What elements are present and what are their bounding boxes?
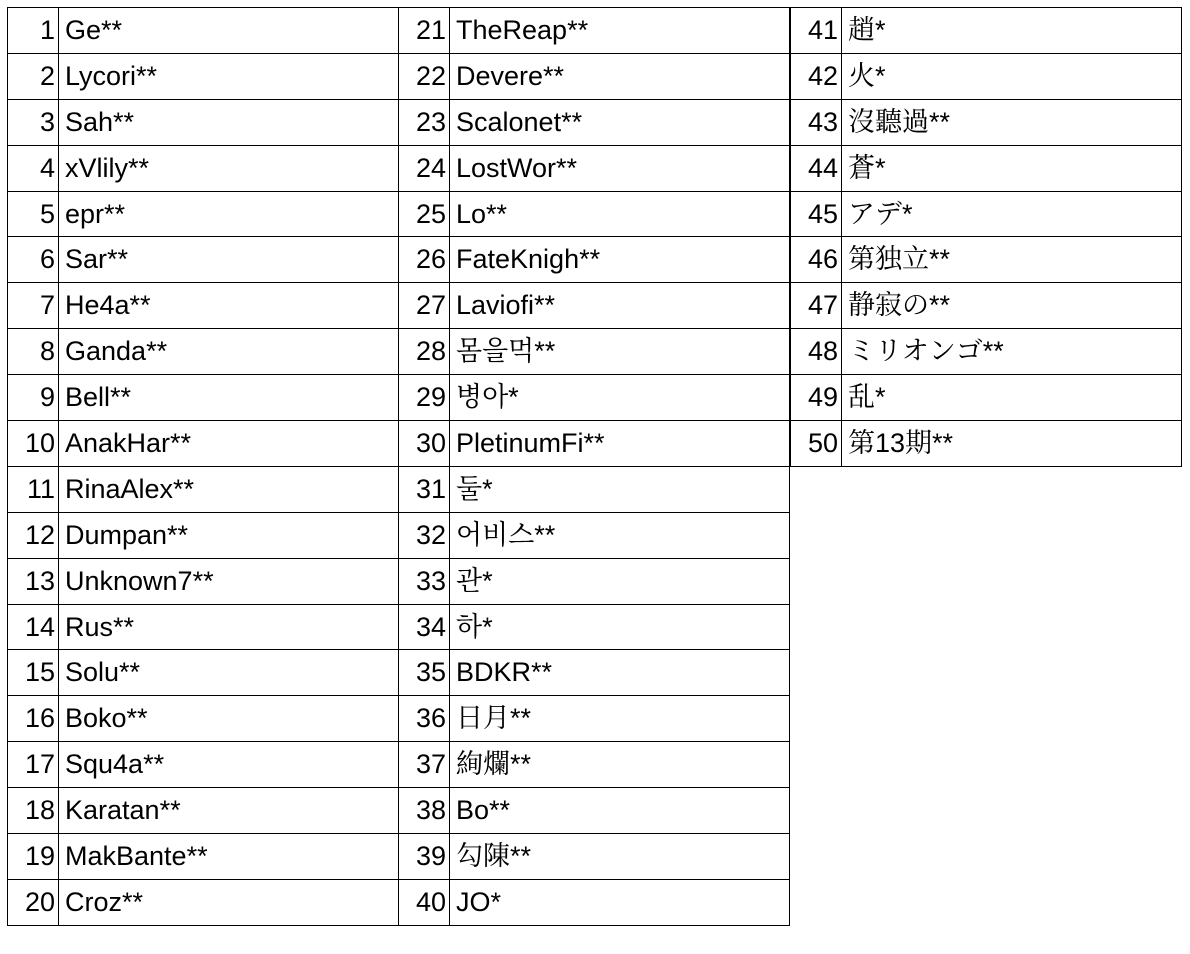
rank-cell: 41 [791,8,842,54]
player-name-cell: 乱* [842,375,1182,421]
rank-cell: 8 [8,329,59,375]
table-row [791,53,1182,99]
table-row [8,604,399,650]
table-row [8,834,399,880]
rank-cell: 2 [8,53,59,99]
player-name-cell: 하* [450,604,790,650]
player-name-cell: Bell** [59,375,399,421]
player-name-cell: Ge** [59,8,399,54]
rank-cell: 23 [399,99,450,145]
player-name-cell: AnakHar** [59,421,399,467]
table-row [791,191,1182,237]
table-row [8,99,399,145]
player-name-cell: Lo** [450,191,790,237]
rank-cell: 12 [8,512,59,558]
table-row [399,558,790,604]
rank-cell: 31 [399,466,450,512]
table-row [8,145,399,191]
table-row [8,329,399,375]
rank-cell: 42 [791,53,842,99]
player-name-cell: 第独立** [842,237,1182,283]
table-row [8,512,399,558]
rank-cell: 15 [8,650,59,696]
player-name-cell: BDKR** [450,650,790,696]
table-row [399,512,790,558]
rank-cell: 47 [791,283,842,329]
table-row [399,421,790,467]
table-row [791,237,1182,283]
table-row [399,191,790,237]
player-name-cell: 勾陳** [450,834,790,880]
rank-cell: 27 [399,283,450,329]
table-row [399,8,790,54]
rank-cell: 17 [8,742,59,788]
player-name-cell: 絢爛** [450,742,790,788]
table-row [791,283,1182,329]
player-name-cell: ミリオンゴ** [842,329,1182,375]
rank-cell: 36 [399,696,450,742]
table-row [399,650,790,696]
table-row [399,788,790,834]
table-row [8,191,399,237]
table-row [399,283,790,329]
player-name-cell: 静寂の** [842,283,1182,329]
table-row [791,375,1182,421]
player-name-cell: アデ* [842,191,1182,237]
player-name-cell: RinaAlex** [59,466,399,512]
table-row [8,421,399,467]
table-row [791,421,1182,467]
table-row [791,329,1182,375]
rank-cell: 40 [399,879,450,925]
table-row [8,879,399,925]
table-row [399,53,790,99]
table-row [8,466,399,512]
player-name-cell: Croz** [59,879,399,925]
table-row [399,879,790,925]
rank-cell: 6 [8,237,59,283]
rank-cell: 3 [8,99,59,145]
table-row [399,329,790,375]
rank-cell: 33 [399,558,450,604]
rank-cell: 14 [8,604,59,650]
table-row [8,375,399,421]
player-name-cell: 병아* [450,375,790,421]
player-name-cell: Karatan** [59,788,399,834]
table-row [399,237,790,283]
rank-cell: 19 [8,834,59,880]
player-name-cell: 沒聽過** [842,99,1182,145]
table-row [8,788,399,834]
player-name-cell: Devere** [450,53,790,99]
player-name-cell: MakBante** [59,834,399,880]
player-name-cell: 관* [450,558,790,604]
player-name-cell: 몸을먹** [450,329,790,375]
rank-cell: 16 [8,696,59,742]
player-name-cell: Bo** [450,788,790,834]
player-name-cell: 둘* [450,466,790,512]
ranking-column-3 [790,7,1182,467]
rank-cell: 38 [399,788,450,834]
rank-cell: 34 [399,604,450,650]
table-row [399,834,790,880]
table-row [399,99,790,145]
player-name-cell: Lycori** [59,53,399,99]
table-row [791,8,1182,54]
player-name-cell: Laviofi** [450,283,790,329]
rank-cell: 49 [791,375,842,421]
rank-cell: 50 [791,421,842,467]
rank-cell: 46 [791,237,842,283]
player-name-cell: Boko** [59,696,399,742]
player-name-cell: Solu** [59,650,399,696]
player-name-cell: xVlily** [59,145,399,191]
table-row [8,53,399,99]
rank-cell: 45 [791,191,842,237]
rank-cell: 29 [399,375,450,421]
table-row [399,466,790,512]
table-row [8,558,399,604]
rank-cell: 32 [399,512,450,558]
player-name-cell: FateKnigh** [450,237,790,283]
rank-cell: 44 [791,145,842,191]
player-name-cell: Rus** [59,604,399,650]
rank-cell: 35 [399,650,450,696]
table-row [399,696,790,742]
rank-cell: 43 [791,99,842,145]
rank-cell: 39 [399,834,450,880]
rank-cell: 9 [8,375,59,421]
rank-cell: 1 [8,8,59,54]
table-row [399,145,790,191]
table-row [8,742,399,788]
player-name-cell: 日月** [450,696,790,742]
rank-cell: 4 [8,145,59,191]
rank-cell: 22 [399,53,450,99]
rank-cell: 24 [399,145,450,191]
rank-cell: 21 [399,8,450,54]
table-row [8,650,399,696]
rank-cell: 25 [399,191,450,237]
table-row [8,237,399,283]
rank-cell: 30 [399,421,450,467]
player-name-cell: 火* [842,53,1182,99]
table-row [399,604,790,650]
player-name-cell: Sah** [59,99,399,145]
player-name-cell: 趙* [842,8,1182,54]
table-row [791,99,1182,145]
rank-cell: 28 [399,329,450,375]
player-name-cell: He4a** [59,283,399,329]
player-name-cell: Dumpan** [59,512,399,558]
ranking-column-2 [398,7,790,926]
table-row [399,742,790,788]
rank-cell: 48 [791,329,842,375]
player-name-cell: 蒼* [842,145,1182,191]
rank-cell: 5 [8,191,59,237]
player-name-cell: Scalonet** [450,99,790,145]
table-row [399,375,790,421]
player-name-cell: Unknown7** [59,558,399,604]
player-name-cell: Sar** [59,237,399,283]
rank-cell: 7 [8,283,59,329]
table-row [8,696,399,742]
player-name-cell: LostWor** [450,145,790,191]
player-name-cell: JO* [450,879,790,925]
rank-cell: 18 [8,788,59,834]
player-name-cell: TheReap** [450,8,790,54]
table-row [8,283,399,329]
player-name-cell: 어비스** [450,512,790,558]
player-name-cell: 第13期** [842,421,1182,467]
table-row [791,145,1182,191]
player-name-cell: epr** [59,191,399,237]
rank-cell: 10 [8,421,59,467]
player-name-cell: Ganda** [59,329,399,375]
rank-cell: 11 [8,466,59,512]
ranking-column-1 [7,7,399,926]
table-row [8,8,399,54]
player-name-cell: PletinumFi** [450,421,790,467]
rank-cell: 37 [399,742,450,788]
rank-cell: 13 [8,558,59,604]
rank-cell: 20 [8,879,59,925]
player-name-cell: Squ4a** [59,742,399,788]
rank-cell: 26 [399,237,450,283]
